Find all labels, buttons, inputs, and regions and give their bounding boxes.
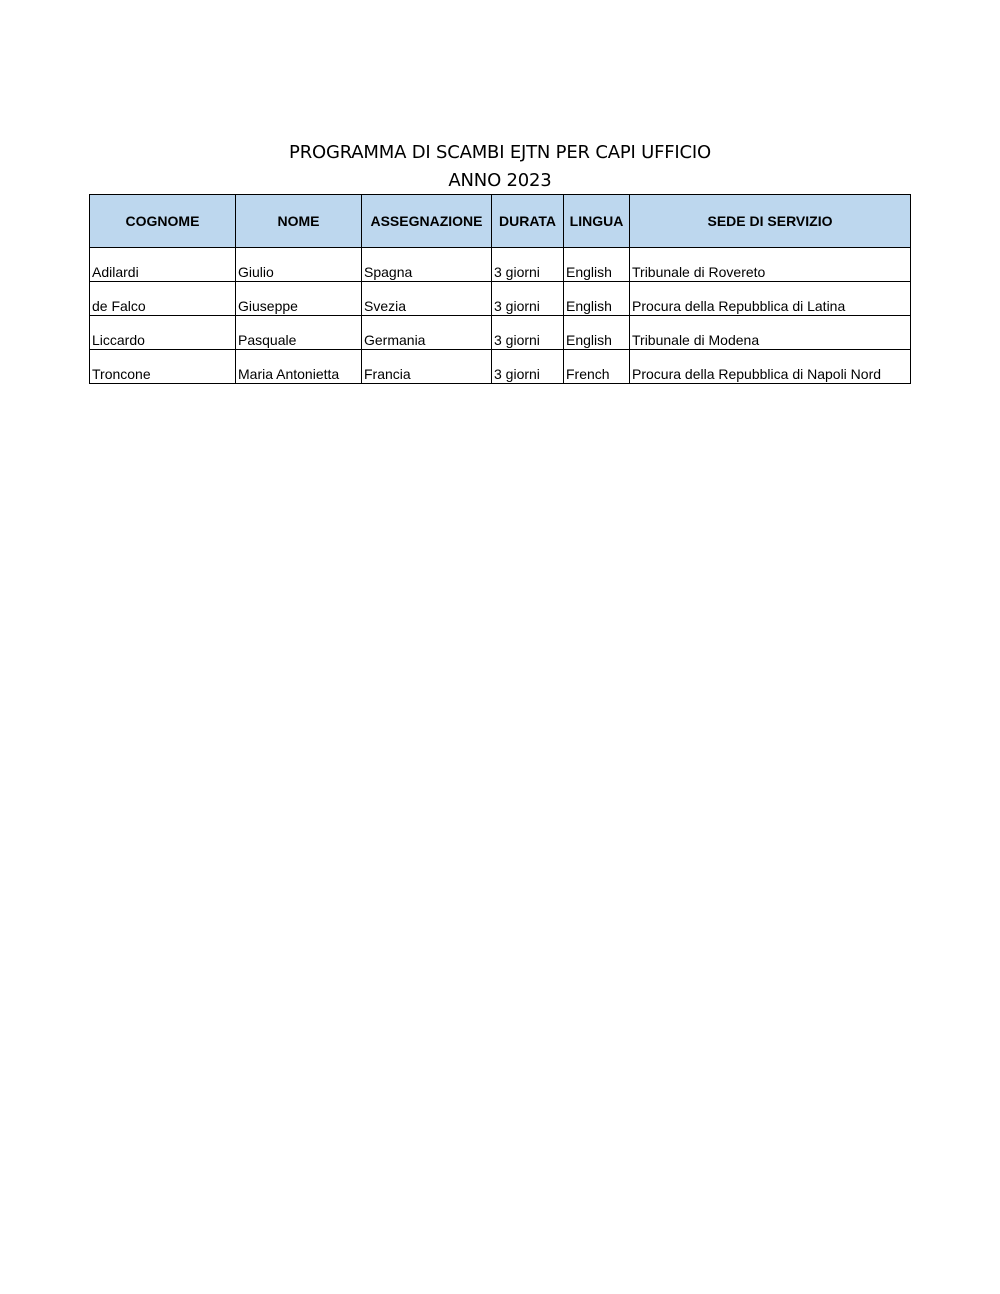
cell-assegnazione: Germania [362,316,492,350]
cell-assegnazione: Svezia [362,282,492,316]
table-row [90,350,911,384]
cell-durata: 3 giorni [492,350,564,384]
cell-sede-di-servizio: Procura della Repubblica di Napoli Nord [630,350,911,384]
cell-cognome: de Falco [90,282,236,316]
cell-cognome: Liccardo [90,316,236,350]
cell-lingua: English [564,282,630,316]
cell-nome: Maria Antonietta [236,350,362,384]
title-year: ANNO 2023 [448,170,552,191]
cell-nome: Giuseppe [236,282,362,316]
cell-lingua: French [564,350,630,384]
title-program: PROGRAMMA DI SCAMBI EJTN PER CAPI UFFICIO [289,142,711,163]
document-title [0,139,1000,195]
cell-durata: 3 giorni [492,248,564,282]
table-header-row [90,195,911,248]
exchange-participants-table [89,194,911,384]
cell-assegnazione: Spagna [362,248,492,282]
cell-lingua: English [564,316,630,350]
cell-sede-di-servizio: Tribunale di Rovereto [630,248,911,282]
column-header-lingua: LINGUA [564,195,630,248]
column-header-assegnazione: ASSEGNAZIONE [362,195,492,248]
cell-sede-di-servizio: Tribunale di Modena [630,316,911,350]
cell-nome: Pasquale [236,316,362,350]
column-header-durata: DURATA [492,195,564,248]
cell-assegnazione: Francia [362,350,492,384]
cell-cognome: Troncone [90,350,236,384]
cell-durata: 3 giorni [492,282,564,316]
column-header-sede-di-servizio: SEDE DI SERVIZIO [630,195,911,248]
table-row [90,316,911,350]
cell-sede-di-servizio: Procura della Repubblica di Latina [630,282,911,316]
cell-nome: Giulio [236,248,362,282]
column-header-cognome: COGNOME [90,195,236,248]
cell-lingua: English [564,248,630,282]
cell-cognome: Adilardi [90,248,236,282]
table-row [90,282,911,316]
cell-durata: 3 giorni [492,316,564,350]
column-header-nome: NOME [236,195,362,248]
table-row [90,248,911,282]
